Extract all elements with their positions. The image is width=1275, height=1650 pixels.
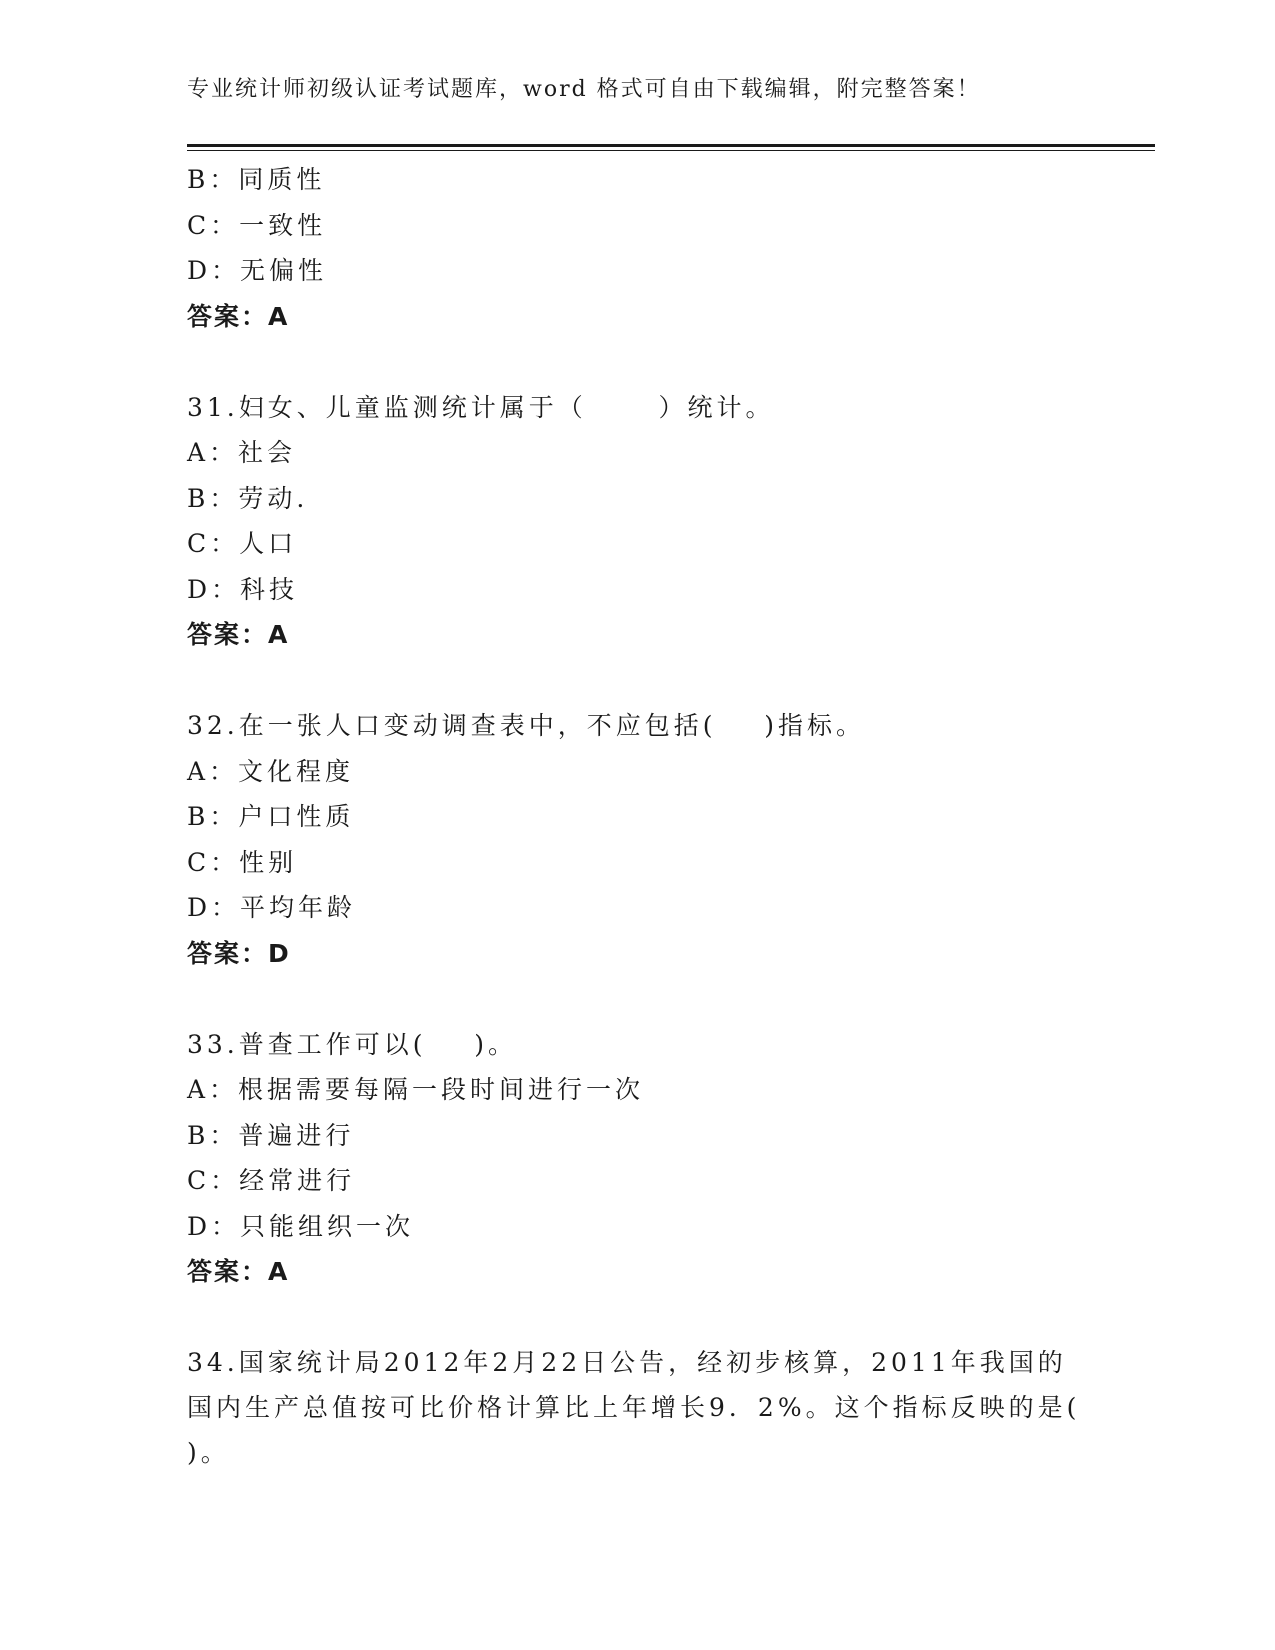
header-rule-thick — [187, 144, 1155, 147]
question-stem: 33.普查工作可以( )。 — [187, 1029, 518, 1059]
question-stem: 31.妇女、儿童监测统计属于（ ）统计。 — [187, 392, 775, 422]
answer-line: 答案：A — [187, 1257, 290, 1286]
question-list — [187, 157, 1087, 1475]
answer-line: 答案：A — [187, 301, 290, 331]
option-c: C：性别 — [187, 847, 298, 877]
answer-line: 答案：A — [187, 620, 290, 649]
option-a: A：根据需要每隔一段时间进行一次 — [187, 1075, 645, 1104]
option-c: C：经常进行 — [187, 1166, 356, 1195]
option-a: A：文化程度 — [187, 756, 355, 786]
option-b: B：劳动. — [187, 483, 309, 513]
option-d: D：无偏性 — [187, 256, 328, 285]
option-d: D：只能组织一次 — [187, 1211, 415, 1241]
option-a: A：社会 — [187, 438, 297, 467]
question-32 — [187, 703, 1087, 976]
question-stem: 32.在一张人口变动调查表中，不应包括( )指标。 — [187, 711, 866, 740]
option-d: D：科技 — [187, 574, 299, 604]
question-stem: 34.国家统计局2012年2月22日公告，经初步核算，2011年我国的国内生产总值按可比价格计算比上年增长9．2%。这个指标反映的是( )。 — [187, 1348, 1081, 1467]
option-d: D：平均年龄 — [187, 893, 357, 922]
page-header: 专业统计师初级认证考试题库，word 格式可自由下载编辑，附完整答案！ — [187, 77, 981, 102]
answer-line: 答案：D — [187, 938, 291, 968]
header-rule-thin — [187, 150, 1155, 151]
option-b: B：普遍进行 — [187, 1120, 355, 1150]
question-34 — [187, 1340, 1087, 1475]
option-b: B：同质性 — [187, 165, 326, 194]
option-b: B：户口性质 — [187, 802, 355, 831]
question-30-continued — [187, 157, 1087, 339]
question-33 — [187, 1022, 1087, 1295]
question-31 — [187, 385, 1087, 658]
option-c: C：人口 — [187, 529, 298, 558]
option-c: C：一致性 — [187, 210, 327, 240]
